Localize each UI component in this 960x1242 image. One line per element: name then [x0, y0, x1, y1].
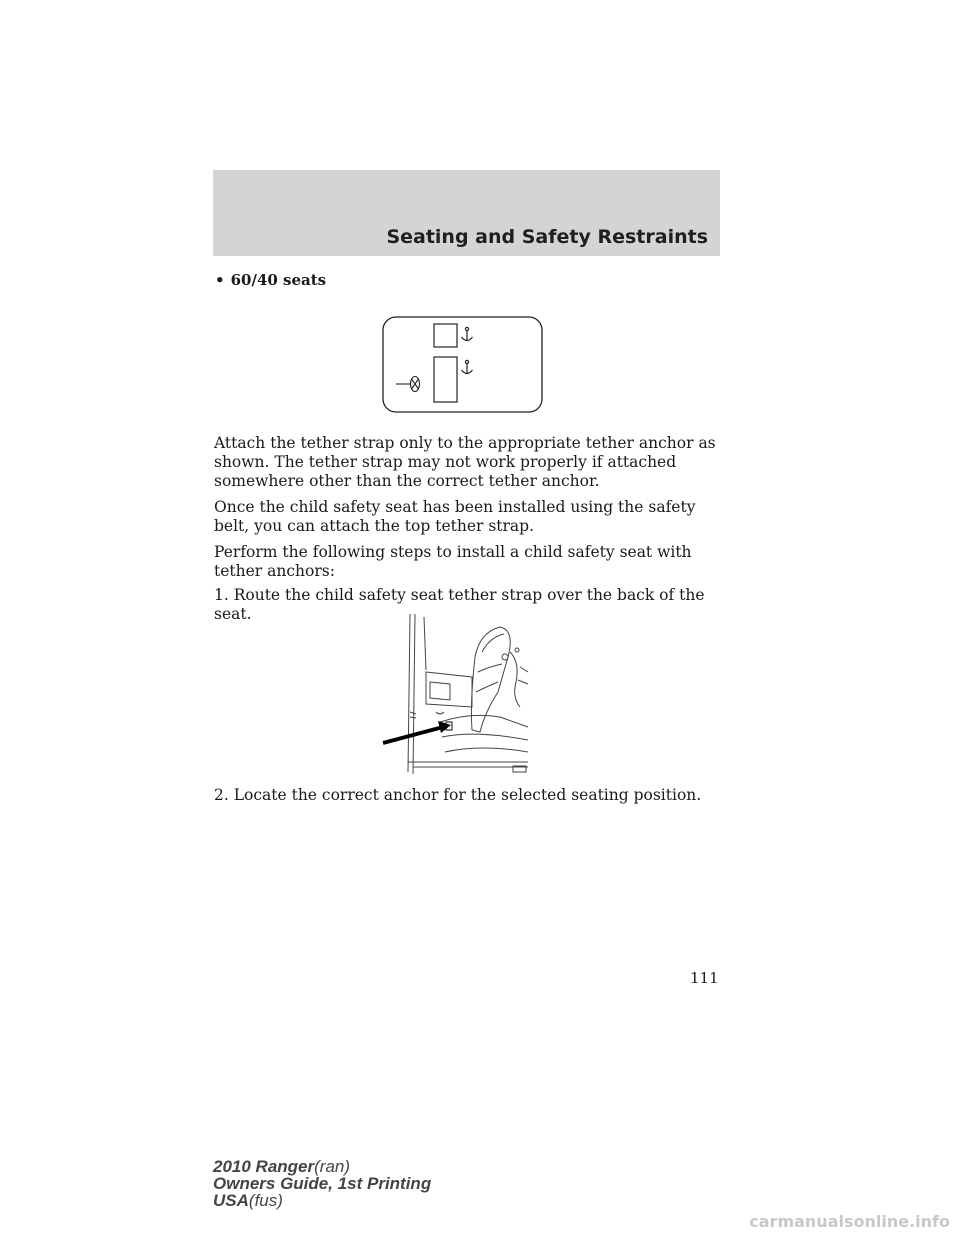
paragraph-step-2: 2. Locate the correct anchor for the selected seating position.: [214, 786, 702, 804]
paragraph-installed: Once the child safety seat has been installed using the safety belt, you can attach the top tether strap.: [214, 498, 696, 535]
bullet-marker: •: [215, 271, 225, 289]
watermark-text: carmanualsonline.info: [749, 1212, 950, 1231]
document-footer: [213, 1158, 431, 1209]
paragraph-step-1: 1. Route the child safety seat tether strap over the back of the seat.: [214, 586, 705, 623]
child-seat-tether-photo: [380, 612, 530, 778]
footer-market-code: (fus): [248, 1191, 283, 1210]
seat-60-outline: [434, 357, 457, 402]
footer-model: 2010 Ranger: [213, 1157, 315, 1176]
bullet-item: [215, 271, 326, 289]
footer-market: USA: [213, 1191, 249, 1210]
seat-40-outline: [434, 324, 457, 347]
seat-anchor-diagram: [382, 316, 544, 414]
section-header-band: [213, 170, 720, 256]
paragraph-tether-strap: Attach the tether strap only to the appropriate tether anchor as shown. The tether strap may not work properly if attached somewhere other than the correct tether anchor.: [214, 434, 716, 490]
footer-model-code: (ran): [314, 1157, 351, 1176]
bullet-label: 60/40 seats: [230, 271, 327, 289]
page-number: 111: [690, 969, 719, 987]
paragraph-steps-intro: Perform the following steps to install a child safety seat with tether anchors:: [214, 543, 692, 580]
section-title: Seating and Safety Restraints: [386, 226, 708, 248]
footer-guide: Owners Guide, 1st Printing: [213, 1174, 432, 1193]
